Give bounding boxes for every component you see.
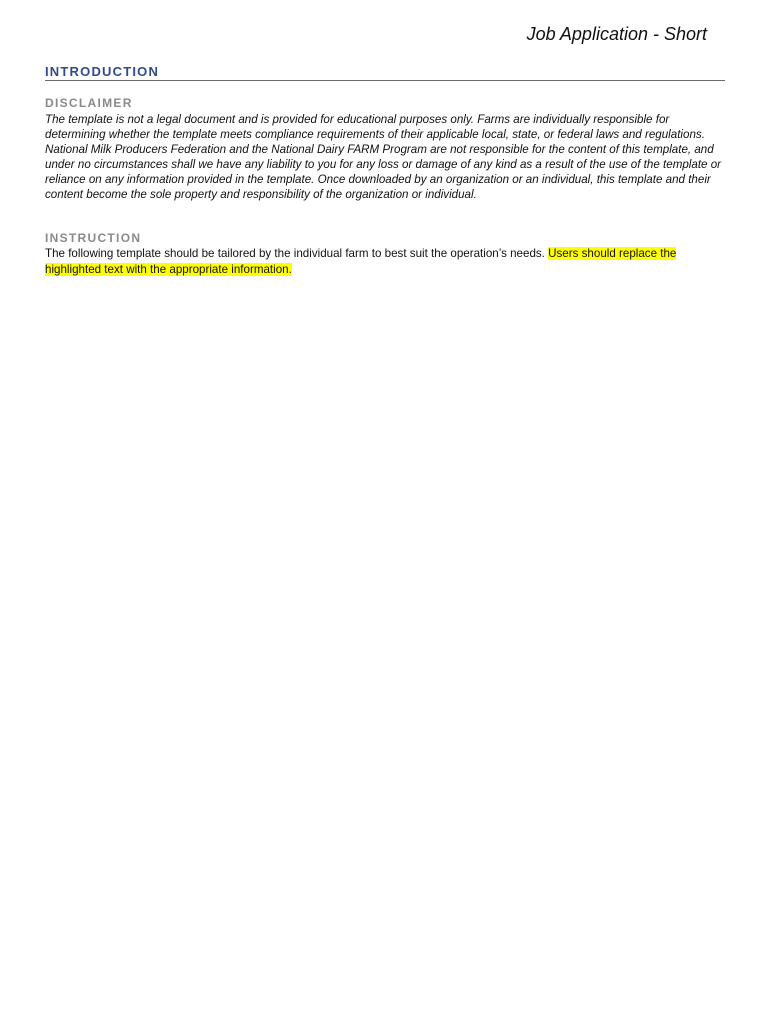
disclaimer-heading: DISCLAIMER: [45, 96, 133, 110]
instruction-paragraph: [45, 246, 729, 277]
document-title: Job Application - Short: [526, 24, 707, 44]
section-heading-introduction: INTRODUCTION: [45, 64, 725, 81]
instruction-text: The following template should be tailored by the individual farm to best suit the operation’s needs.: [45, 247, 549, 260]
disclaimer-text: The template is not a legal document and is provided for educational purposes only. Farms are individually responsible for determining whether the template meets compliance requirements of their applicable local, state, or federal laws and regulations. National Milk Producers Federation and the National Dairy FARM Program are not responsible for the content of this template, and under no circumstances shall we have any liability to you for any loss or damage of any kind as a result of the use of the template or reliance on any information provided in the template. Once downloaded by an organization or an individual, this template and their content become the sole property and responsibility of the organization or individual.: [45, 113, 722, 201]
highlighted-instruction-text: Users should replace the highlighted text with the appropriate information.: [45, 247, 677, 276]
instruction-heading: INSTRUCTION: [45, 231, 142, 245]
